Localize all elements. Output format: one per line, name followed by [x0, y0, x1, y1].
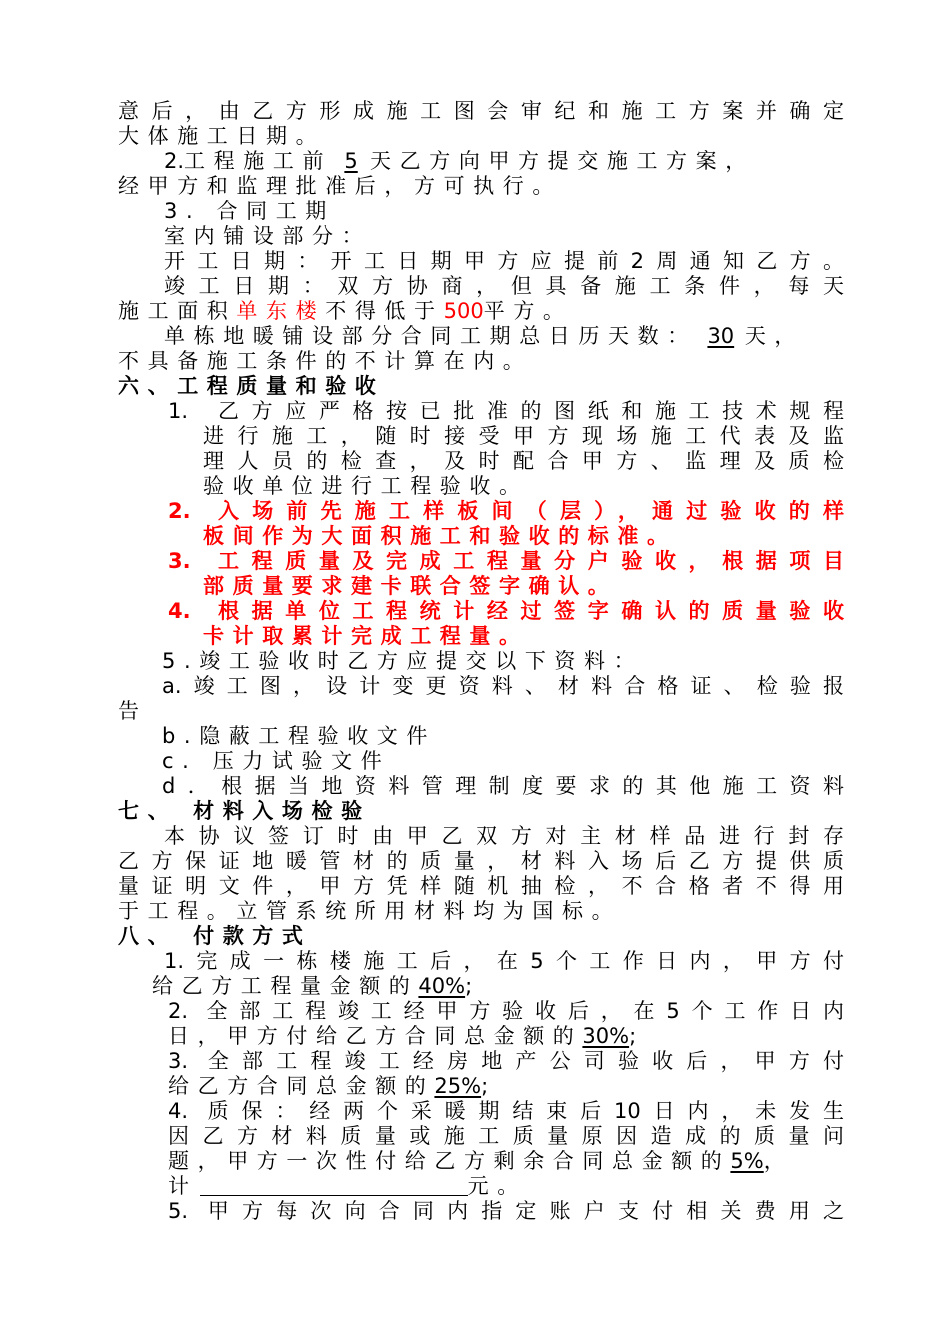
item-number: 4. [168, 599, 191, 623]
text-span: ; [629, 1024, 637, 1048]
amount-blank [200, 1175, 468, 1196]
percent-value: 5% [730, 1149, 764, 1173]
text-span: 元。 [467, 1174, 527, 1198]
item-number: 1. [168, 399, 189, 423]
red-text-line: 根据单位工程统计经过签字确认的质量验收 [218, 599, 844, 623]
days-value: 5 [344, 149, 358, 173]
item-number: 3. [168, 549, 191, 573]
item-number: 2. [168, 499, 191, 523]
text-line: 4. 质保：经两个采暖期结束后10日内，未发生 [168, 1099, 844, 1123]
text-line: 因乙方材料质量或施工质量原因造成的质量问 [168, 1124, 844, 1148]
section-heading-7: 七、 材料入场检验 [118, 799, 371, 823]
text-line: 大体施工日期。 [118, 124, 326, 148]
text-line: 乙方应严格按已批准的图纸和施工技术规程 [218, 399, 844, 423]
area-line [118, 299, 573, 324]
text-line: 告 [118, 699, 148, 723]
text-line: a.竣工图，设计变更资料、材料合格证、检验报 [162, 674, 844, 698]
text-line: 不具备施工条件的不计算在内。 [118, 349, 533, 373]
days-total-value: 30 [707, 324, 735, 348]
percent-value: 30% [582, 1024, 630, 1048]
text-span: 给乙方合同总金额的 [168, 1074, 435, 1098]
highlight-building: 单东楼 [236, 299, 326, 323]
text-line: 量证明文件，甲方凭样随机抽检，不合格者不得用 [118, 874, 844, 898]
section-heading-6: 六、工程质量和验收 [118, 374, 385, 398]
text-line: 本协议签订时由甲乙双方对主材样品进行封存 [164, 824, 844, 848]
payment-4-line [168, 1149, 868, 1174]
days-line [164, 324, 804, 349]
text-line: 5. 甲方每次向合同内指定账户支付相关费用之 [168, 1199, 844, 1223]
text-span: 天乙方向甲方提交施工方案， [370, 149, 755, 173]
text-line: 室内铺设部分： [164, 224, 372, 248]
payment-2-line [168, 1024, 636, 1049]
text-line: 竣工日期：双方协商，但具备施工条件，每天 [164, 274, 844, 298]
clause-number: 2. [164, 149, 185, 173]
highlight-area: 500 [443, 299, 484, 323]
text-line: 乙方保证地暖管材的质量，材料入场后乙方提供质 [118, 849, 844, 873]
clause-5-3: 3. 合同工期 [164, 199, 335, 223]
text-line: 3. 全部工程竣工经房地产公司验收后，甲方付 [168, 1049, 844, 1073]
text-line: 于工程。立管系统所用材料均为国标。 [118, 899, 622, 923]
red-text-line: 部质量要求建卡联合签字确认。 [203, 574, 618, 598]
text-line: b.隐蔽工程验收文件 [162, 724, 437, 748]
clause-5-2 [164, 149, 864, 174]
text-line: 5.竣工验收时乙方应提交以下资料： [162, 649, 644, 673]
text-span: 不得低于 [325, 299, 444, 323]
text-span: 日，甲方付给乙方合同总金额的 [168, 1024, 583, 1048]
red-text-line: 板间作为大面积施工和验收的标准。 [203, 524, 677, 548]
text-line: 经甲方和监理批准后，方可执行。 [118, 174, 562, 198]
red-text-line: 卡计取累计完成工程量。 [203, 624, 529, 648]
text-line: c. 压力试验文件 [162, 749, 391, 773]
text-span: 单栋地暖铺设部分合同工期总日历天数： [164, 324, 697, 348]
text-span: 题，甲方一次性付给乙方剩余合同总金额的 [168, 1149, 731, 1173]
payment-amount-line [168, 1174, 527, 1199]
text-line: 1.完成一栋楼施工后，在5个工作日内，甲方付 [164, 949, 844, 973]
text-line: 意后，由乙方形成施工图会审纪和施工方案并确定 [118, 99, 844, 123]
text-span: 计 [168, 1174, 198, 1198]
text-span: 工程施工前 [184, 149, 333, 173]
text-line: 开工日期：开工日期甲方应提前2周通知乙方。 [164, 249, 844, 273]
payment-3-line [168, 1074, 488, 1099]
text-span: 施工面积 [118, 299, 237, 323]
red-text-line: 工程质量及完成工程量分户验收，根据项目 [218, 549, 844, 573]
text-line: d．根据当地资料管理制度要求的其他施工资料 [162, 774, 844, 798]
text-line: 理人员的检查，及时配合甲方、监理及质检 [203, 449, 844, 473]
text-span: 天， [744, 324, 805, 348]
red-text-line: 入场前先施工样板间（层），通过验收的样 [218, 499, 844, 523]
percent-value: 40% [418, 974, 466, 998]
text-span: ; [481, 1074, 489, 1098]
text-line: 进行施工，随时接受甲方现场施工代表及监 [203, 424, 844, 448]
text-span: 平方。 [483, 299, 573, 323]
section-heading-8: 八、 付款方式 [118, 924, 312, 948]
text-line: 2. 全部工程竣工经甲方验收后，在5个工作日内 [168, 999, 844, 1023]
text-line: 验收单位进行工程验收。 [203, 474, 529, 498]
text-span: ; [465, 974, 473, 998]
text-span: ， [763, 1149, 794, 1173]
text-span: 给乙方工程量金额的 [152, 974, 419, 998]
payment-1-line [152, 974, 472, 999]
percent-value: 25% [434, 1074, 482, 1098]
